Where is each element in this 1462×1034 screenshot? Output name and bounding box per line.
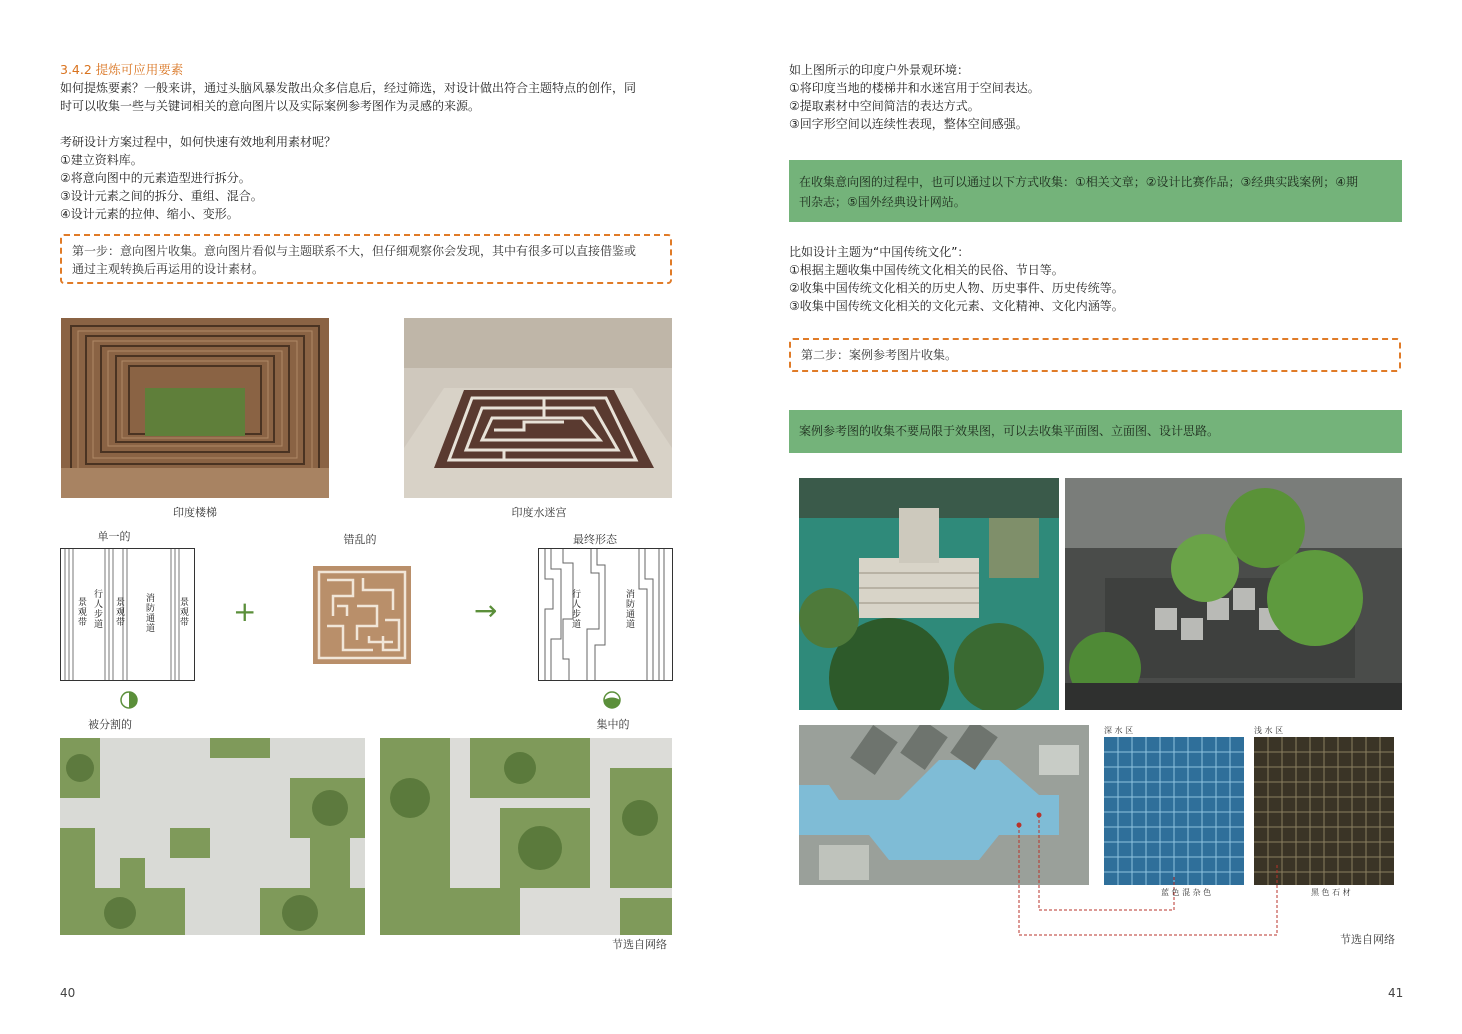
step2-text: 第二步：案例参考图片收集。 [801, 348, 958, 362]
stepwell-caption: 印度楼梯 [173, 506, 217, 519]
theme-item-2: ②收集中国传统文化相关的历史人物、历史事件、历史传统等。 [789, 281, 1124, 295]
arrow-sign: → [474, 594, 498, 627]
step-item-3: ③设计元素之间的拆分、重组、混合。 [60, 189, 263, 203]
shallow-water-label: 浅 水 区 [1254, 726, 1284, 735]
blue-mix-label: 蓝 色 混 杂 色 [1161, 888, 1212, 897]
right-intro-2: ①将印度当地的楼梯井和水迷宫用于空间表达。 [789, 81, 1040, 95]
step-item-2: ②将意向图中的元素造型进行拆分。 [60, 171, 251, 185]
final-diagram [538, 548, 673, 681]
concentrated-icon [603, 691, 621, 709]
step-item-4: ④设计元素的拉伸、缩小、变形。 [60, 207, 239, 221]
label-chaotic: 错乱的 [343, 533, 377, 546]
pool-photo [799, 478, 1059, 710]
chaotic-maze-image [313, 566, 411, 664]
right-intro-1: 如上图所示的印度户外景观环境： [789, 63, 970, 77]
page-number-right: 41 [1388, 986, 1404, 1000]
plus-sign: + [233, 595, 257, 628]
strip-label-5: 景观带 [178, 597, 188, 627]
collection-tip-box [789, 160, 1402, 222]
plan-and-materials [799, 725, 1402, 943]
right-intro-4: ③回字形空间以连续性表现，整体空间感强。 [789, 117, 1028, 131]
theme-item-1: ①根据主题收集中国传统文化相关的民俗、节日等。 [789, 263, 1064, 277]
strip-label-2: 行人步道 [92, 589, 102, 629]
step2-callout [789, 338, 1401, 372]
divided-icon [120, 691, 138, 709]
strip-label-1: 景观带 [76, 597, 86, 627]
case-tip-box [789, 410, 1402, 453]
case-tip-text: 案例参考图的收集不要局限于效果图，可以去收集平面图、立面图、设计思路。 [799, 424, 1220, 438]
theme-intro: 比如设计主题为“中国传统文化”： [789, 245, 970, 259]
source-note-left: 节选自网络 [612, 938, 667, 951]
aerial-render-1 [60, 738, 365, 935]
label-divided: 被分割的 [88, 718, 132, 731]
right-intro-3: ②提取素材中空间简洁的表达方式。 [789, 99, 980, 113]
label-single: 单一的 [97, 530, 131, 543]
water-maze-caption: 印度水迷宫 [511, 506, 567, 519]
label-final: 最终形态 [573, 533, 617, 546]
label-concentrated: 集中的 [596, 718, 630, 731]
collection-tip-line-2: 刊杂志；⑤国外经典设计网站。 [799, 195, 966, 209]
strip-label-3: 景观带 [114, 597, 124, 627]
black-stone-label: 黑 色 石 材 [1311, 888, 1351, 897]
final-strip-label-1: 行人步道 [570, 589, 580, 629]
intro-line-2: 时可以收集一些与关键词相关的意向图片以及实际案例参考图作为灵感的来源。 [60, 99, 481, 113]
theme-item-3: ③收集中国传统文化相关的文化元素、文化精神、文化内涵等。 [789, 299, 1124, 313]
water-maze-photo [404, 318, 672, 498]
step1-line-1: 第一步：意向图片收集。意向图片看似与主题联系不大，但仔细观察你会发现，其中有很多可以直接借鉴或 [72, 244, 637, 258]
step1-callout [60, 234, 672, 284]
courtyard-photo [1065, 478, 1402, 710]
stepwell-photo [61, 318, 329, 498]
aerial-render-2 [380, 738, 672, 935]
strip-label-4: 消防通道 [144, 593, 154, 633]
source-note-right: 节选自网络 [1340, 933, 1395, 946]
deep-water-label: 深 水 区 [1104, 726, 1134, 735]
step-item-1: ①建立资料库。 [60, 153, 143, 167]
collection-tip-line-1: 在收集意向图的过程中，也可以通过以下方式收集：①相关文章；②设计比赛作品；③经典实践案例；④期 [799, 175, 1359, 189]
intro-line-1: 如何提炼要素？一般来讲，通过头脑风暴发散出众多信息后，经过筛选，对设计做出符合主题特点的创作，同 [60, 81, 637, 95]
single-diagram [60, 548, 195, 681]
question-text: 考研设计方案过程中，如何快速有效地利用素材呢？ [60, 135, 337, 149]
section-heading: 3.4.2 提炼可应用要素 [60, 62, 184, 77]
step1-line-2: 通过主观转换后再运用的设计素材。 [72, 262, 265, 276]
page-number-left: 40 [60, 986, 76, 1000]
final-strip-label-2: 消防通道 [624, 589, 634, 629]
